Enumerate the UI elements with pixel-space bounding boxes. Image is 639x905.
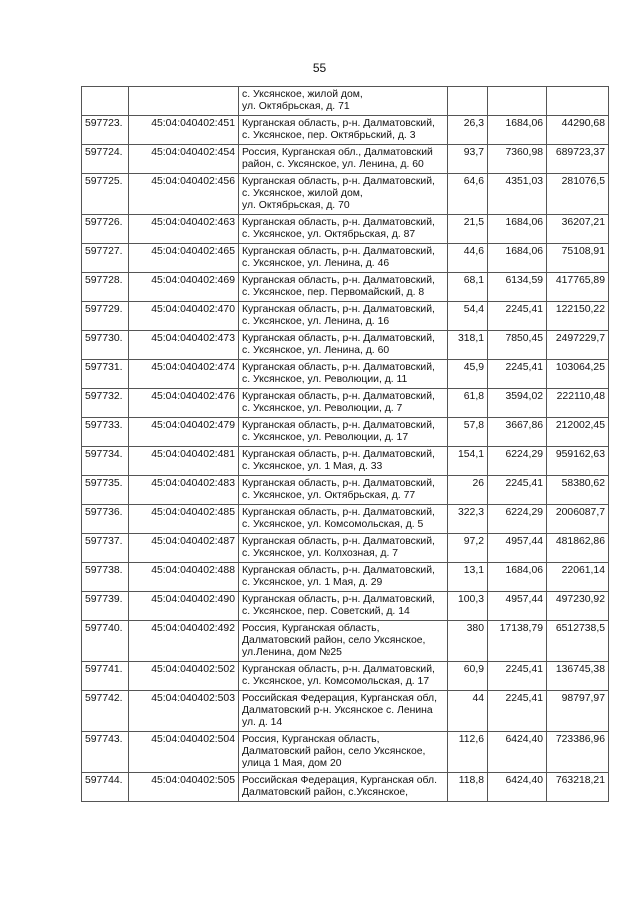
row-number-cell: 597738. [82,563,129,592]
page-number: 55 [312,61,327,75]
row-number-cell: 597744. [82,773,129,802]
cadastral-value-cell: 481862,86 [547,534,609,563]
cadastral-number-cell: 45:04:040402:470 [129,302,239,331]
rate-cell: 4957,44 [488,592,547,621]
area-cell: 13,1 [448,563,488,592]
rate-cell: 7850,45 [488,331,547,360]
table-row [82,174,609,215]
address-cell: Курганская область, р-н. Далматовский, с. Уксянское, ул. Колхозная, д. 7 [239,534,448,563]
row-number-cell: 597725. [82,174,129,215]
rate-cell: 6224,29 [488,447,547,476]
property-table [81,86,609,802]
table-row [82,302,609,331]
table-row [82,116,609,145]
row-number-cell: 597743. [82,732,129,773]
address-cell: Курганская область, р-н. Далматовский, с. Уксянское, ул. 1 Мая, д. 29 [239,563,448,592]
rate-cell: 1684,06 [488,244,547,273]
cadastral-number-cell: 45:04:040402:487 [129,534,239,563]
cadastral-number-cell: 45:04:040402:454 [129,145,239,174]
area-cell: 45,9 [448,360,488,389]
cadastral-value-cell: 723386,96 [547,732,609,773]
table-row [82,691,609,732]
cadastral-value-cell: 959162,63 [547,447,609,476]
rate-cell: 4351,03 [488,174,547,215]
table-row [82,273,609,302]
cadastral-value-cell: 58380,62 [547,476,609,505]
cadastral-value-cell: 103064,25 [547,360,609,389]
rate-cell: 6134,59 [488,273,547,302]
rate-cell: 2245,41 [488,302,547,331]
row-number-cell: 597723. [82,116,129,145]
row-number-cell: 597730. [82,331,129,360]
cadastral-number-cell: 45:04:040402:492 [129,621,239,662]
row-number-cell: 597741. [82,662,129,691]
address-cell: Курганская область, р-н. Далматовский, с. Уксянское, ул. Ленина, д. 60 [239,331,448,360]
table-row [82,592,609,621]
cadastral-value-cell: 212002,45 [547,418,609,447]
table-row [82,331,609,360]
rate-cell: 1684,06 [488,563,547,592]
cadastral-value-cell: 763218,21 [547,773,609,802]
area-cell: 97,2 [448,534,488,563]
cadastral-number-cell: 45:04:040402:479 [129,418,239,447]
area-cell: 64,6 [448,174,488,215]
cadastral-number-cell: 45:04:040402:490 [129,592,239,621]
rate-cell: 1684,06 [488,116,547,145]
table-row [82,773,609,802]
area-cell: 60,9 [448,662,488,691]
area-cell: 44 [448,691,488,732]
rate-cell: 3667,86 [488,418,547,447]
area-cell: 21,5 [448,215,488,244]
table-row [82,360,609,389]
row-number-cell: 597739. [82,592,129,621]
cadastral-number-cell: 45:04:040402:456 [129,174,239,215]
cadastral-number-cell: 45:04:040402:474 [129,360,239,389]
table-row [82,418,609,447]
table-row [82,732,609,773]
area-cell: 26,3 [448,116,488,145]
cadastral-value-cell: 44290,68 [547,116,609,145]
rate-cell: 6224,29 [488,505,547,534]
cadastral-number-cell: 45:04:040402:503 [129,691,239,732]
table-row [82,505,609,534]
area-cell: 57,8 [448,418,488,447]
rate-cell: 2245,41 [488,360,547,389]
cadastral-number-cell: 45:04:040402:451 [129,116,239,145]
area-cell: 26 [448,476,488,505]
cadastral-value-cell [547,87,609,116]
table-row [82,389,609,418]
table-row [82,87,609,116]
cadastral-number-cell: 45:04:040402:488 [129,563,239,592]
cadastral-number-cell: 45:04:040402:504 [129,732,239,773]
cadastral-number-cell: 45:04:040402:473 [129,331,239,360]
area-cell: 112,6 [448,732,488,773]
address-cell: Курганская область, р-н. Далматовский, с. Уксянское, ул. Комсомольская, д. 5 [239,505,448,534]
rate-cell: 6424,40 [488,773,547,802]
row-number-cell: 597737. [82,534,129,563]
row-number-cell: 597726. [82,215,129,244]
cadastral-value-cell: 22061,14 [547,563,609,592]
address-cell: Россия, Курганская область, Далматовский район, село Уксянское, ул.Ленина, дом №25 [239,621,448,662]
table-row [82,563,609,592]
address-cell: Курганская область, р-н. Далматовский, с. Уксянское, пер. Советский, д. 14 [239,592,448,621]
cadastral-value-cell: 281076,5 [547,174,609,215]
cadastral-number-cell: 45:04:040402:463 [129,215,239,244]
area-cell: 44,6 [448,244,488,273]
table-row [82,215,609,244]
row-number-cell: 597734. [82,447,129,476]
rate-cell: 6424,40 [488,732,547,773]
address-cell: Курганская область, р-н. Далматовский, с. Уксянское, пер. Октябрьский, д. 3 [239,116,448,145]
row-number-cell: 597731. [82,360,129,389]
cadastral-value-cell: 689723,37 [547,145,609,174]
table-body [82,87,609,802]
cadastral-number-cell: 45:04:040402:465 [129,244,239,273]
table-row [82,476,609,505]
address-cell: Курганская область, р-н. Далматовский, с. Уксянское, ул. Октябрьская, д. 87 [239,215,448,244]
area-cell: 100,3 [448,592,488,621]
area-cell: 154,1 [448,447,488,476]
row-number-cell: 597740. [82,621,129,662]
area-cell [448,87,488,116]
rate-cell: 2245,41 [488,476,547,505]
cadastral-number-cell: 45:04:040402:502 [129,662,239,691]
address-cell: Курганская область, р-н. Далматовский, с. Уксянское, ул. Ленина, д. 16 [239,302,448,331]
table-row [82,662,609,691]
cadastral-value-cell: 122150,22 [547,302,609,331]
address-cell: Российская Федерация, Курганская обл. Далматовский район, с.Уксянское, [239,773,448,802]
area-cell: 318,1 [448,331,488,360]
cadastral-value-cell: 2006087,7 [547,505,609,534]
row-number-cell: 597736. [82,505,129,534]
cadastral-number-cell: 45:04:040402:481 [129,447,239,476]
cadastral-value-cell: 36207,21 [547,215,609,244]
row-number-cell: 597732. [82,389,129,418]
address-cell: Курганская область, р-н. Далматовский, с. Уксянское, ул. Комсомольская, д. 17 [239,662,448,691]
rate-cell [488,87,547,116]
address-cell: Российская Федерация, Курганская обл, Далматовский р-н. Уксянское с. Ленина ул. д. 14 [239,691,448,732]
area-cell: 118,8 [448,773,488,802]
address-cell: Курганская область, р-н. Далматовский, с. Уксянское, ул. Революции, д. 17 [239,418,448,447]
cadastral-number-cell: 45:04:040402:485 [129,505,239,534]
cadastral-value-cell: 222110,48 [547,389,609,418]
cadastral-number-cell: 45:04:040402:469 [129,273,239,302]
row-number-cell: 597742. [82,691,129,732]
row-number-cell [82,87,129,116]
cadastral-number-cell [129,87,239,116]
cadastral-value-cell: 98797,97 [547,691,609,732]
address-cell: Курганская область, р-н. Далматовский, с. Уксянское, ул. Революции, д. 11 [239,360,448,389]
rate-cell: 2245,41 [488,662,547,691]
table-row [82,447,609,476]
row-number-cell: 597724. [82,145,129,174]
row-number-cell: 597728. [82,273,129,302]
address-cell: Россия, Курганская обл., Далматовский район, с. Уксянское, ул. Ленина, д. 60 [239,145,448,174]
rate-cell: 4957,44 [488,534,547,563]
address-cell: Курганская область, р-н. Далматовский, с. Уксянское, ул. Ленина, д. 46 [239,244,448,273]
area-cell: 322,3 [448,505,488,534]
table-row [82,534,609,563]
address-cell: Курганская область, р-н. Далматовский, с. Уксянское, пер. Первомайский, д. 8 [239,273,448,302]
address-cell: Курганская область, р-н. Далматовский, с. Уксянское, ул. Революции, д. 7 [239,389,448,418]
table-row [82,145,609,174]
rate-cell: 1684,06 [488,215,547,244]
area-cell: 54,4 [448,302,488,331]
cadastral-value-cell: 6512738,5 [547,621,609,662]
cadastral-value-cell: 2497229,7 [547,331,609,360]
cadastral-value-cell: 75108,91 [547,244,609,273]
address-cell: с. Уксянское, жилой дом, ул. Октябрьская, д. 71 [239,87,448,116]
area-cell: 68,1 [448,273,488,302]
address-cell: Курганская область, р-н. Далматовский, с. Уксянское, ул. 1 Мая, д. 33 [239,447,448,476]
rate-cell: 7360,98 [488,145,547,174]
table-row [82,621,609,662]
rate-cell: 3594,02 [488,389,547,418]
row-number-cell: 597733. [82,418,129,447]
address-cell: Россия, Курганская область, Далматовский район, село Уксянское, улица 1 Мая, дом 20 [239,732,448,773]
table-row [82,244,609,273]
cadastral-value-cell: 497230,92 [547,592,609,621]
cadastral-number-cell: 45:04:040402:505 [129,773,239,802]
area-cell: 93,7 [448,145,488,174]
address-cell: Курганская область, р-н. Далматовский, с. Уксянское, ул. Октябрьская, д. 77 [239,476,448,505]
row-number-cell: 597729. [82,302,129,331]
cadastral-number-cell: 45:04:040402:483 [129,476,239,505]
area-cell: 380 [448,621,488,662]
cadastral-value-cell: 136745,38 [547,662,609,691]
address-cell: Курганская область, р-н. Далматовский, с. Уксянское, жилой дом, ул. Октябрьская, д. 70 [239,174,448,215]
row-number-cell: 597735. [82,476,129,505]
rate-cell: 2245,41 [488,691,547,732]
cadastral-value-cell: 417765,89 [547,273,609,302]
cadastral-number-cell: 45:04:040402:476 [129,389,239,418]
area-cell: 61,8 [448,389,488,418]
row-number-cell: 597727. [82,244,129,273]
rate-cell: 17138,79 [488,621,547,662]
